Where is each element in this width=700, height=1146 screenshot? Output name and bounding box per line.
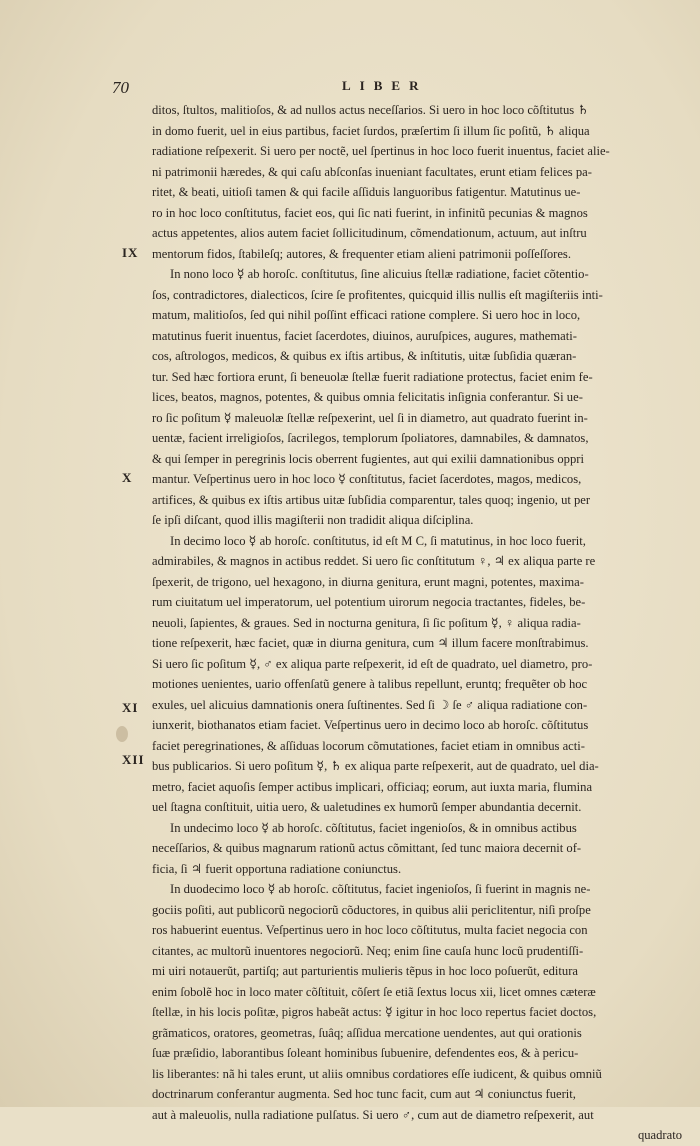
text-line: ditos, ſtultos, malitioſos, & ad nullos actus neceſſarios. Si uero in hoc loco cõſtitutus ♄ <box>152 103 589 117</box>
text-line: ſos, contradictores, dialecticos, ſcire ſe profitentes, quicquid illis nullis eſt magiſteriis inti- <box>152 287 603 302</box>
text-line: mentorum fidos, ſtabileſq; autores, & frequenter etiam alieni patrimonii poſſeſſores. <box>152 246 571 261</box>
text-line: neuoli, ſapientes, & graues. Sed in nocturna genitura, ſi ſic poſitum ☿, ♀ aliqua radia- <box>152 615 581 630</box>
text-line: radiatione reſpexerit. Si uero per noctẽ, uel ſpertinus in hoc loco fuerit inuentus, faciet alie- <box>152 144 610 158</box>
text-line: mi uiri notauerũt, partiſq; aut parturientis mulieris tẽpus in hoc loco poſuerũt, editura <box>152 964 578 978</box>
text-line: bus publicarios. Si uero poſitum ☿, ♄ ex aliqua parte reſpexerit, aut de quadrato, uel dia- <box>152 759 599 773</box>
text-line: ro in hoc loco conſtitutus, faciet eos, qui ſic nati fuerint, in infinitũ pecunias & magnos <box>152 205 588 220</box>
text-line: ſuæ præſidio, laborantibus ſoleant hominibus ſubuenire, defendentes eos, & à pericu- <box>152 1046 579 1060</box>
text-line: ni patrimonii hæredes, & qui caſu abſconſas inueniant facultates, erunt etiam felices pa- <box>152 164 592 179</box>
catchword: quadrato <box>637 1128 682 1142</box>
ink-stain-icon <box>116 726 128 742</box>
text-line: enim ſobolẽ hoc in loco mater cõſtituit, cõſert ſe etiã ſextus locus xii, licet omnes cæteræ <box>152 984 596 999</box>
text-line: lis liberantes: nã hi tales erunt, ut aliis omnibus cordatiores eſſe iudicent, & quibus omniũ <box>152 1066 602 1081</box>
text-line: doctrinarum conferantur augmenta. Sed hoc tunc facit, cum aut ♃ coniunctus fuerit, <box>152 1087 576 1101</box>
text-line: exules, uel alicuius damnationis onera ſuſtinentes. Sed ſi ☽ ſe ♂ aliqua radiatione con- <box>152 697 588 712</box>
text-line: uel ſtagna conſtituit, uitia uero, & ualetudines ex humorũ ſemper abundantia decernit. <box>152 800 582 814</box>
text-line: uentæ, facient irreligioſos, ſacrilegos, templorum ſpoliatores, damnabiles, & damnatos, <box>152 431 589 445</box>
text-line: matutinus fuerit inuentus, faciet ſacerdotes, diuinos, auruſpices, augures, mathemati- <box>152 328 577 343</box>
text-line: ſtellæ, in his locis poſitæ, pigros habeãt actus: ☿ igitur in hoc loco repertus faciet doctos, <box>152 1005 597 1019</box>
text-line: neceſſarios, & quibus magnarum rationũ actus cõmittant, ſed tunc maiora decernit of- <box>152 841 582 855</box>
text-line: Si uero ſic poſitum ☿, ♂ ex aliqua parte reſpexerit, id eſt de quadrato, uel diametro, pro- <box>152 656 593 671</box>
text-line: ro ſic poſitum ☿ maleuolæ ſtellæ reſpexerint, uel ſi in diametro, aut quadrato fuerint in- <box>152 410 588 425</box>
text-line: ritet, & beati, uitioſi tamen & qui facile aſſiduis languoribus fatigentur. Matutinus ue- <box>152 185 581 199</box>
text-line: ros habuerint euentus. Veſpertinus uero in hoc loco cõſtitutus, multa faciet negocia con <box>152 923 588 937</box>
body-text <box>152 100 682 1146</box>
folio-number: 70 <box>112 78 129 97</box>
text-line: mantur. Veſpertinus uero in hoc loco ☿ conſtitutus, faciet ſacerdotes, magos, medicos, <box>152 472 582 486</box>
margin-number-xii: XII <box>122 752 145 767</box>
text-line: faciet peregrinationes, & aſſiduas locorum cõmutationes, faciet etiam in omnibus acti- <box>152 738 585 753</box>
margin-number-x: X <box>122 470 133 485</box>
text-line: In undecimo loco ☿ ab horoſc. cõſtitutus, faciet ingenioſos, & in omnibus actibus <box>170 820 577 835</box>
text-line: rum ciuitatum uel imperatorum, uel potentium uirorum negocia tractantes, fideles, be- <box>152 595 586 609</box>
running-head: LIBER <box>342 78 428 93</box>
text-line: lices, beatos, magnos, potentes, & quibus omnia felicitatis inſignia conferantur. Si ue- <box>152 390 583 404</box>
text-line: citantes, ac multorũ inuentores negociorũ. Neq; enim ſine cauſa hunc locũ prudentiſſi- <box>152 943 584 958</box>
text-line: gociis poſiti, aut publicorũ negociorũ cõductores, in quibus alii periclitentur, niſi proſpe <box>152 902 591 917</box>
text-line: actus appetentes, alios autem faciet ſollicitudinum, cõmendationum, actuum, aut inſtru <box>152 226 587 240</box>
text-line: cos, aſtrologos, medicos, & quibus ex iſtis artibus, & inſtitutis, uitæ ſubſidia quæran- <box>152 349 577 363</box>
text-line: ſpexerit, de trigono, uel hexagono, in diurna genitura, erunt magni, potentes, maxima- <box>152 574 584 589</box>
text-line: iunxerit, biothanatos etiam faciet. Veſpertinus uero in decimo loco ab horoſc. cõſtitutus <box>152 718 589 732</box>
text-line: grãmaticos, oratores, geometras, ſuâq; aſſidua mercatione uendentes, aut qui orationis <box>152 1025 582 1040</box>
text-line: metro, faciet aquoſis ſemper actibus implicari, officiaq; eorum, aut iuxta maria, flumina <box>152 779 593 794</box>
text-line: matum, malitioſos, ſed qui nihil poſſint efficaci ratione complere. Si uero hoc in loco, <box>152 308 581 322</box>
text-line: ſe ipſi diſcant, quod illis magiſterii non tradidit aliqua diſciplina. <box>152 513 474 527</box>
text-line: artifices, & quibus ex iſtis artibus uitæ ſubſidia comparentur, tales quoq; ingenio, ut per <box>152 492 591 507</box>
text-line: aut à maleuolis, nulla radiatione pulſatus. Si uero ♂, cum aut de diametro reſpexerit, aut <box>152 1107 594 1122</box>
text-line: In duodecimo loco ☿ ab horoſc. cõſtitutus, faciet ingenioſos, ſi fuerint in magnis ne- <box>170 882 591 896</box>
text-line: tione reſpexerit, hæc faciet, quæ in diurna genitura, cum ♃ illum facere monſtrabimus. <box>152 636 589 650</box>
margin-number-ix: IX <box>122 245 139 260</box>
text-line: & qui ſemper in peregrinis locis oberrent fugientes, aut qui exilii damnationibus oppri <box>152 451 584 466</box>
margin-number-xi: XI <box>122 700 139 715</box>
text-line: In decimo loco ☿ ab horoſc. conſtitutus, id eſt M C, ſi matutinus, in hoc loco fuerit, <box>170 533 586 548</box>
text-line: in domo fuerit, uel in eius partibus, faciet ſurdos, præſertim ſi illum ſic poſitũ, ♄ aliqua <box>152 123 590 138</box>
text-line: admirabiles, & magnos in actibus reddet. Si uero ſic conſtitutum ♀, ♃ ex aliqua parte re <box>152 554 596 568</box>
text-line: In nono loco ☿ ab horoſc. conſtitutus, ſine alicuius ſtellæ radiatione, faciet cõtentio- <box>170 267 589 281</box>
text-line: tur. Sed hæc fortiora erunt, ſi beneuolæ ſtellæ fuerit radiatione protectus, faciet enim fe- <box>152 369 593 384</box>
text-line: ficia, ſi ♃ fuerit opportuna radiatione coniunctus. <box>152 861 402 876</box>
text-line: motiones uenientes, uario offenſatũ genere à talibus repellunt, eruntq; frequẽter ob hoc <box>152 677 588 691</box>
